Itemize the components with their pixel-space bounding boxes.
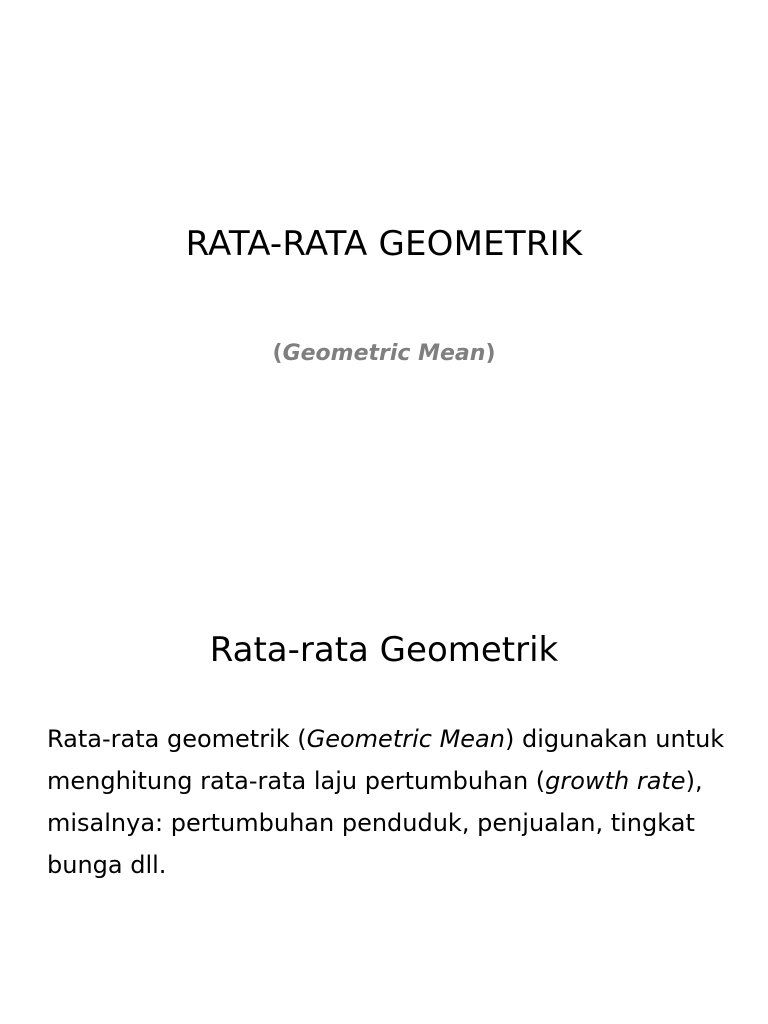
subtitle-open-paren: (	[272, 341, 283, 366]
body-italic-2: growth rate	[545, 767, 686, 795]
body-italic-1: Geometric Mean	[306, 725, 505, 753]
body-paragraph	[47, 718, 727, 886]
slide1-title: RATA-RATA GEOMETRIK	[185, 224, 583, 264]
body-text-2: ) digunakan untuk menghitung rata-rata laju pertumbuhan (	[47, 725, 725, 795]
body-text-3: ), misalnya: pertumbuhan penduduk, penjualan, tingkat bunga dll.	[47, 767, 703, 879]
slide2-body	[47, 718, 727, 886]
slide-2	[0, 512, 768, 1024]
subtitle-close-paren: )	[485, 341, 496, 366]
slide2-title: Rata-rata Geometrik	[209, 630, 559, 670]
body-text-1: Rata-rata geometrik (	[47, 725, 307, 753]
subtitle-italic: Geometric Mean	[282, 341, 486, 366]
slide1-subtitle	[0, 338, 768, 370]
